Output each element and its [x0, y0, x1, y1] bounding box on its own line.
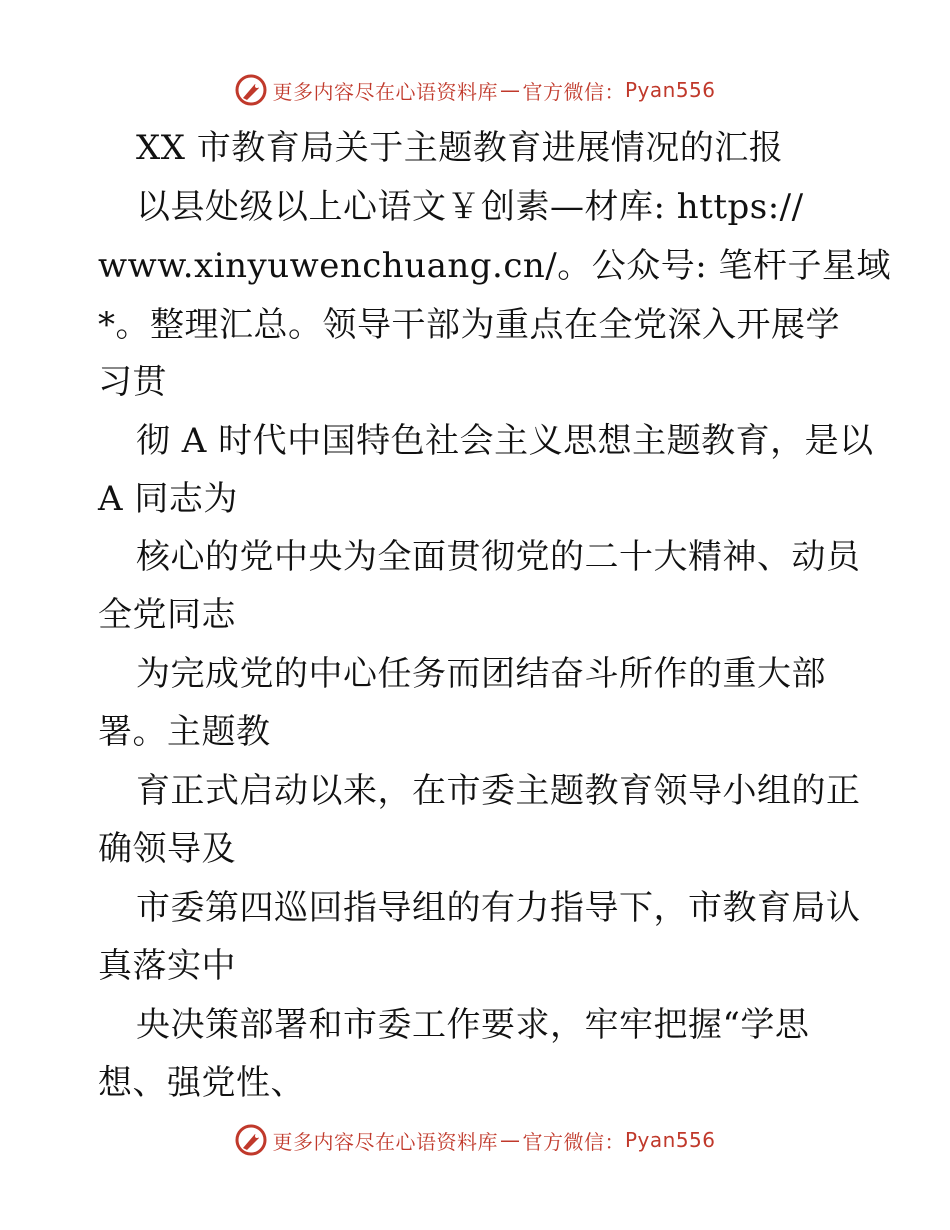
body-line: 市委第四巡回指导组的有力指导下，市教育局认	[136, 888, 861, 928]
body-line: 确领导及	[98, 829, 236, 869]
body-line: 为完成党的中心任务而团结奋斗所作的重大部	[136, 654, 826, 694]
banner-brand-text: 更多内容尽在心语资料库	[272, 79, 498, 104]
banner-wechat-handle: Pyan556	[624, 78, 716, 102]
banner-wechat-label: 官方微信：	[522, 79, 625, 104]
body-line: *。整理汇总。领导干部为重点在全党深入开展学	[98, 305, 840, 345]
body-line: 育正式启动以来，在市委主题教育领导小组的正	[136, 771, 861, 811]
body-line: A 同志为	[98, 479, 238, 519]
banner-wechat-label: 官方微信：	[522, 1129, 625, 1154]
header-banner	[0, 70, 950, 110]
body-line: 全党同志	[98, 595, 236, 635]
body-line: 署。主题教	[98, 712, 271, 752]
body-line: www.xinyuwenchuang.cn/。公众号: 笔杆子星域	[98, 246, 891, 286]
body-line: 央决策部署和市委工作要求，牢牢把握“学思	[136, 1005, 810, 1045]
banner-brand-text: 更多内容尽在心语资料库	[272, 1129, 498, 1154]
footer-banner	[0, 1120, 950, 1160]
banner-separator: —	[499, 78, 521, 102]
pen-nib-circle-icon	[234, 73, 268, 107]
banner-wechat-handle: Pyan556	[624, 1128, 716, 1152]
pen-nib-circle-icon	[234, 1123, 268, 1157]
body-line: 习贯	[98, 362, 167, 402]
document-title: XX 市教育局关于主题教育进展情况的汇报	[136, 128, 784, 168]
body-line: 核心的党中央为全面贯彻党的二十大精神、动员	[136, 537, 861, 577]
banner-separator: —	[499, 1128, 521, 1152]
body-line: 想、强党性、	[98, 1063, 305, 1103]
body-line: 真落实中	[98, 946, 236, 986]
body-line: 以县处级以上心语文￥创素—材库: https://	[136, 187, 804, 227]
body-line: 彻 A 时代中国特色社会主义思想主题教育，是以	[136, 421, 874, 461]
